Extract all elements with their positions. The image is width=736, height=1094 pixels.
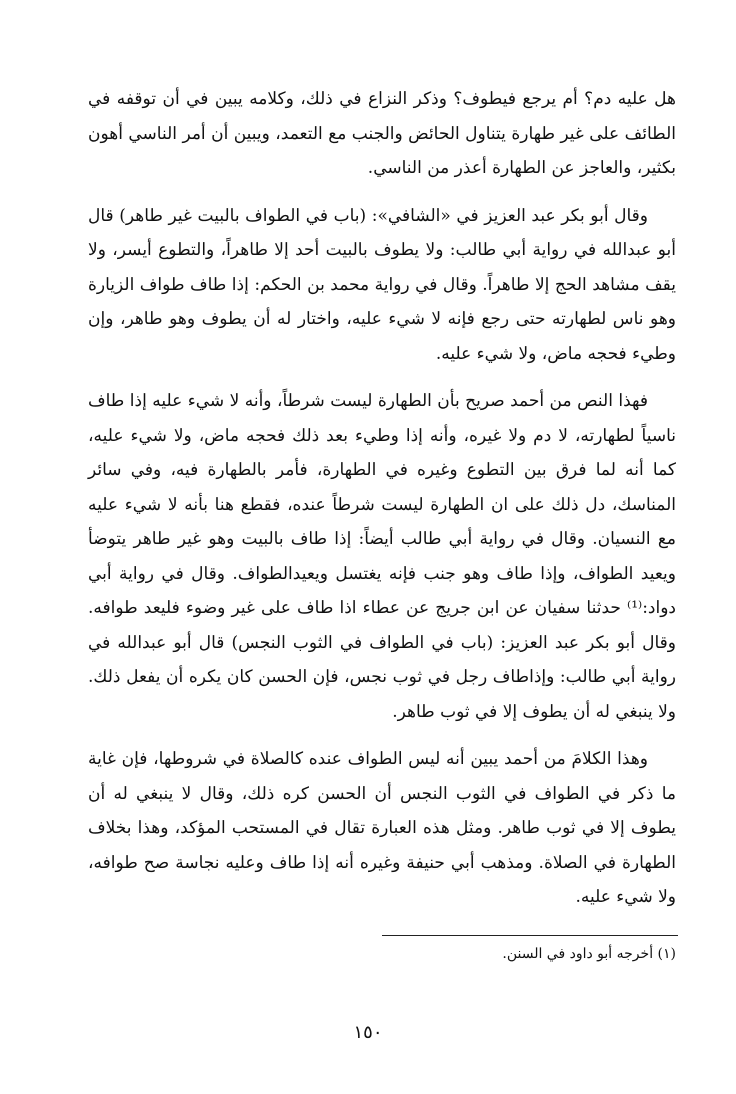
footnote: (١) أخرجه أبو داود في السنن.	[502, 946, 676, 962]
footnote-separator	[382, 935, 678, 936]
paragraph-3: فهذا النص من أحمد صريح بأن الطهارة ليست شرطاً، وأنه لا شيء عليه إذا طاف ناسياً لطهارته، لا دم ولا غيره، وأنه إذا وطيء بعد ذلك فحجه ماض، ولا شيء عليه، كما أنه لما فرق بين التطوع وغيره في الطهارة، فأمر بالطهارة فيه، وفي سائر المناسك، دل ذلك على ان الطهارة ليست شرطاً عنده، فقطع هنا بأنه لا شيء عليه مع النسيان. وقال في رواية أبي طالب أيضاً: إذا طاف بالبيت وهو غير طاهر يتوضأ ويعيد الطواف، وإذا طاف وهو جنب فإنه يغتسل ويعيدالطواف. وقال في رواية أبي دواد:⁽¹⁾ حدثنا سفيان عن ابن جريج عن عطاء اذا طاف على غير وضوء فليعد طوافه. وقال أبو بكر عبد العزيز: (باب في الطواف في الثوب النجس) قال أبو عبدالله في رواية أبي طالب: وإذاطاف رجل في ثوب نجس، فإن الحسن كان يكره أن يفعل ذلك. ولا ينبغي له أن يطوف إلا في ثوب طاهر.	[88, 391, 677, 722]
paragraph-1: هل عليه دم؟ أم يرجع فيطوف؟ وذكر النزاع في ذلك، وكلامه يبين في أن توقفه في الطائف على غير طهارة يتناول الحائض والجنب مع التعمد، ويبين أن أمر الناسي أهون بكثير، والعاجز عن الطهارة أعذر من الناسي.	[88, 89, 676, 178]
main-text	[88, 82, 676, 928]
paragraph-2: وقال أبو بكر عبد العزيز في «الشافي»: (باب في الطواف بالبيت غير طاهر) قال أبو عبدالله في رواية أبي طالب: ولا يطوف بالبيت أحد إلا طاهراً، والتطوع أيسر، ولا يقف مشاهد الحج إلا طاهراً. وقال في رواية محمد بن الحكم: إذا طاف طواف الزيارة وهو ناس لطهارته حتى رجع فإنه لا شيء عليه، واختار له أن يطوف وهو طاهر، وإن وطيء فحجه ماض، ولا شيء عليه.	[88, 205, 676, 364]
page-number: ١٥٠	[353, 1022, 383, 1043]
paragraph-4: وهذا الكلامَ من أحمد يبين أنه ليس الطواف عنده كالصلاة في شروطها، فإن غاية ما ذكر في الطواف في الثوب النجس أن الحسن كره ذلك، وقال لا ينبغي له أن يطوف إلا في ثوب طاهر. ومثل هذه العبارة تقال في المستحب المؤكد، وهذا بخلاف الطهارة في الصلاة. ومذهب أبي حنيفة وغيره أنه إذا طاف وعليه نجاسة صح طوافه، ولا شيء عليه.	[88, 749, 676, 907]
